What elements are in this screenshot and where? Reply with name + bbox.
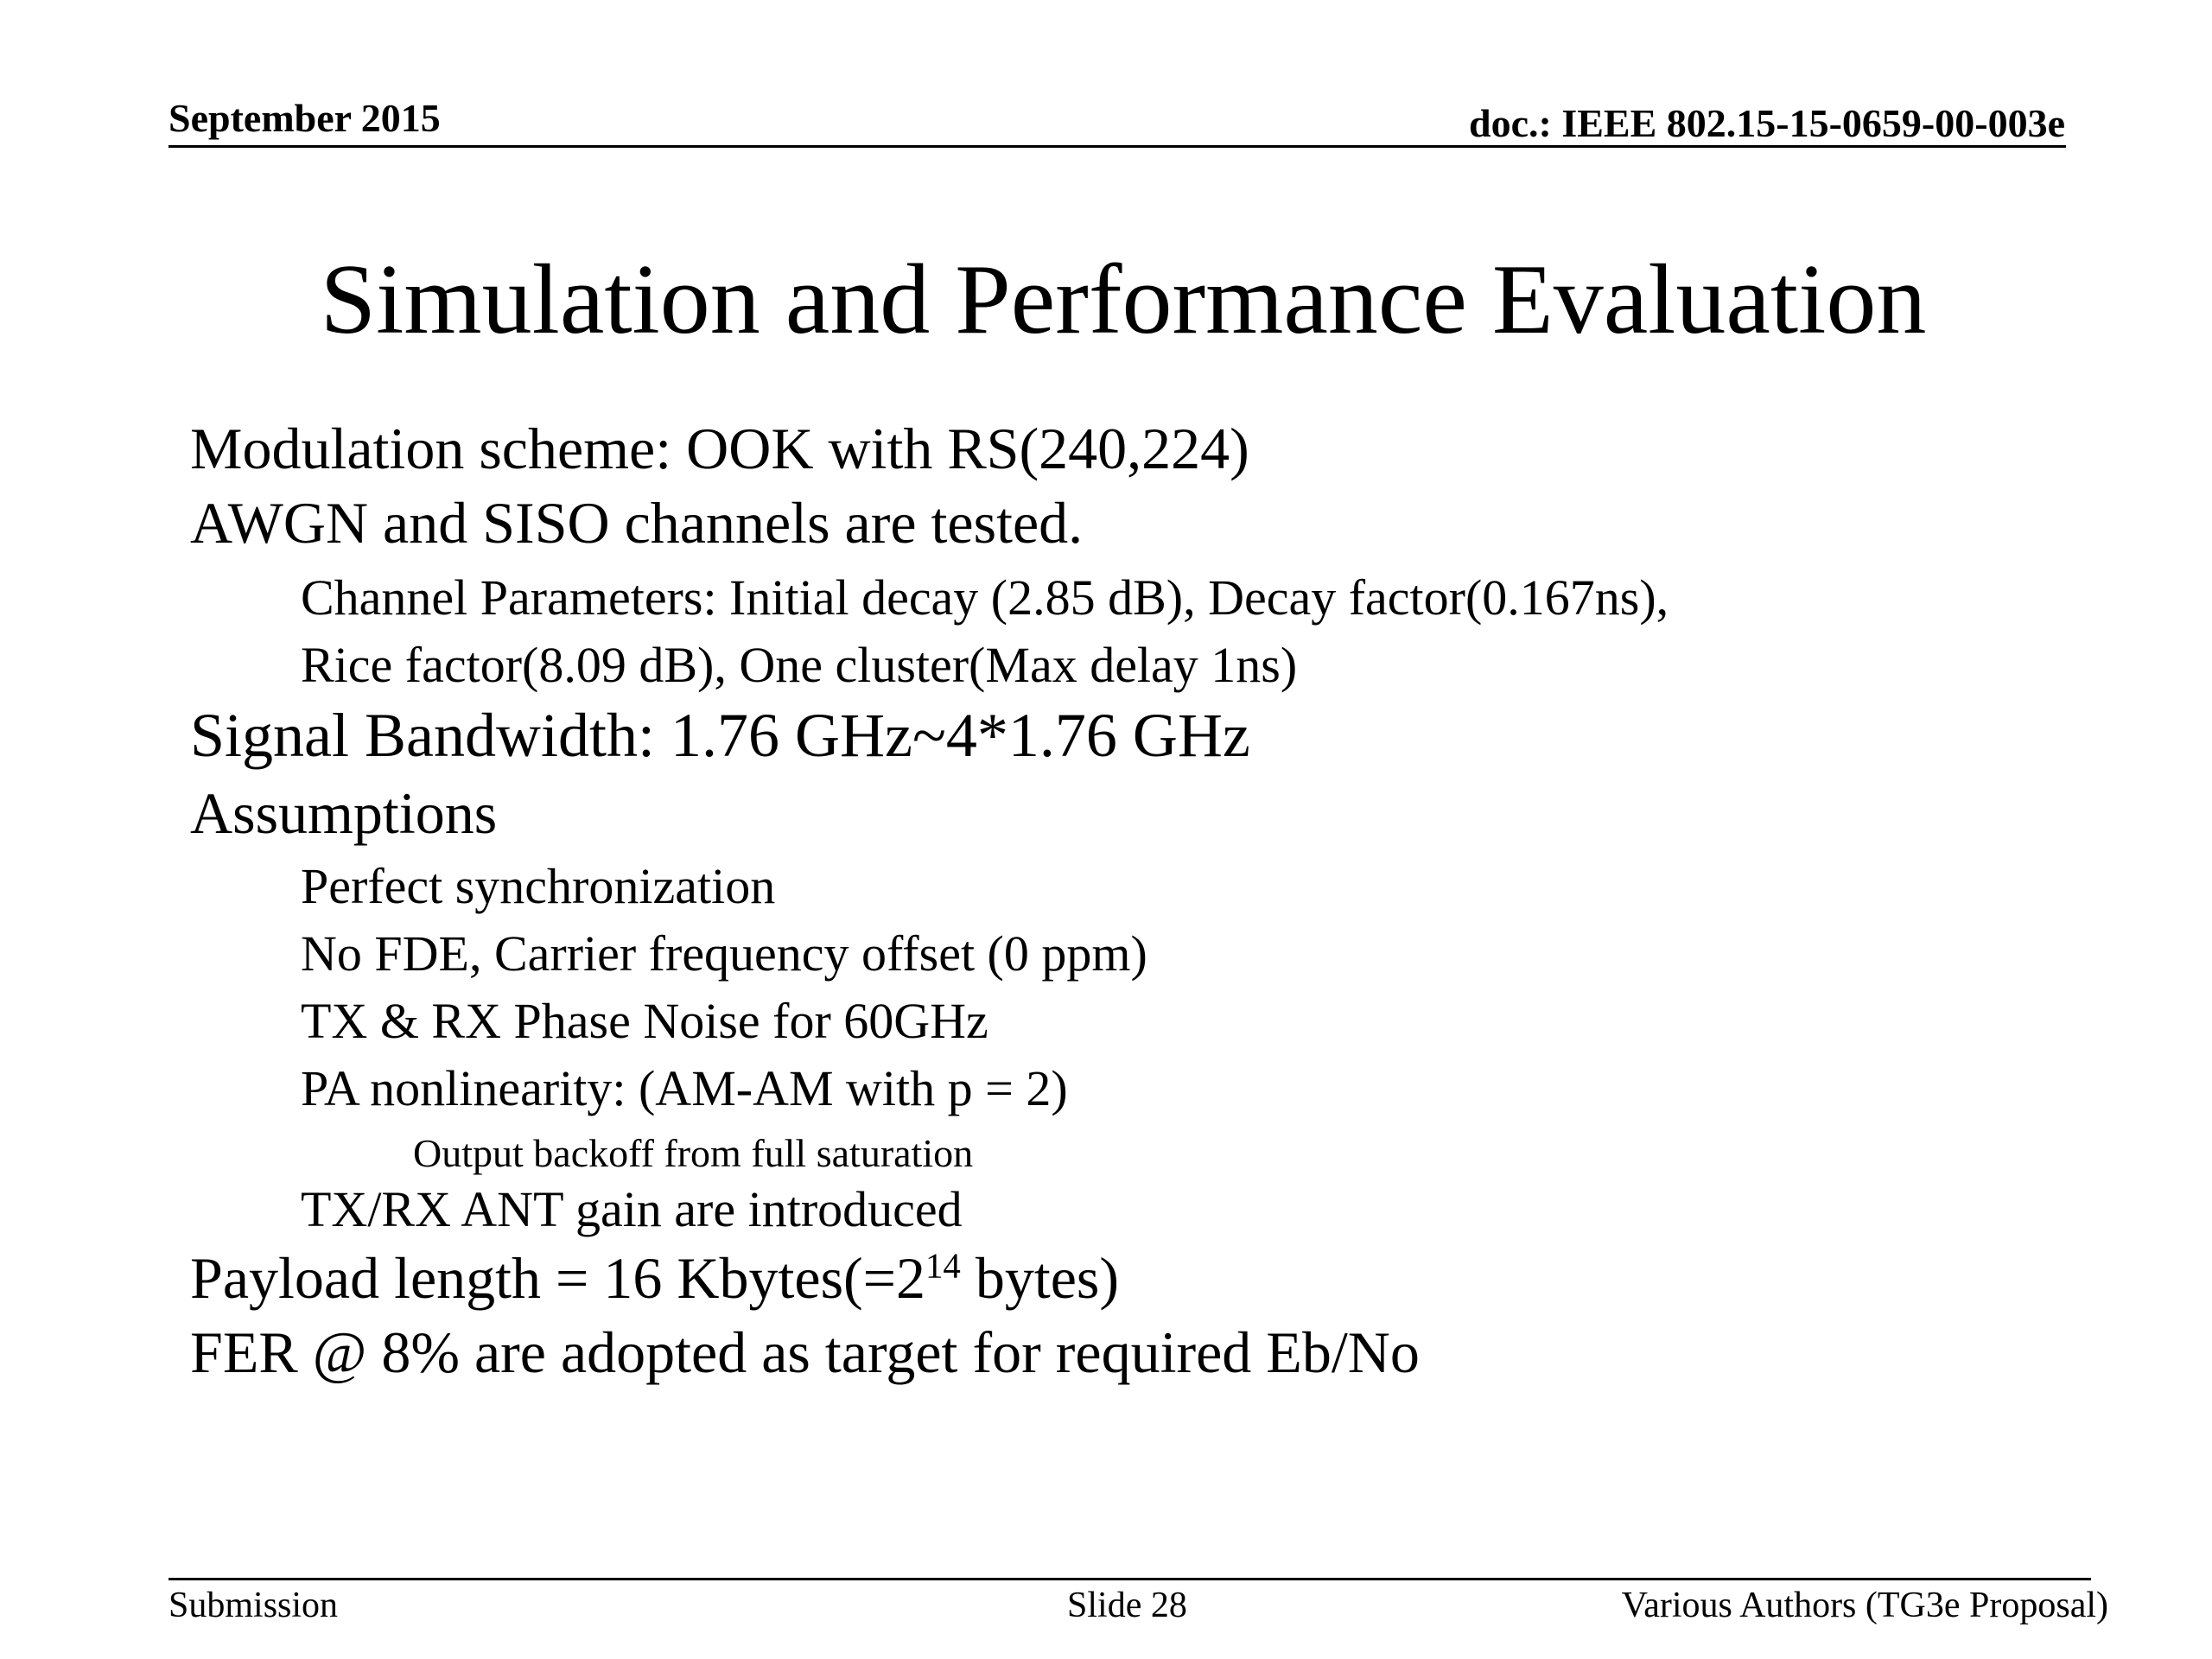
footer-slide-number: Slide 28 bbox=[1067, 1586, 1187, 1625]
footer-divider bbox=[168, 1578, 2091, 1580]
header-divider bbox=[168, 145, 2066, 148]
bullet-sync: Perfect synchronization bbox=[301, 858, 776, 914]
slide-title: Simulation and Performance Evaluation bbox=[320, 245, 1927, 355]
bullet-phase-noise: TX & RX Phase Noise for 60GHz bbox=[301, 993, 988, 1049]
bullet-assumptions: Assumptions bbox=[190, 780, 498, 846]
bullet-bandwidth: Signal Bandwidth: 1.76 GHz~4*1.76 GHz bbox=[190, 701, 1250, 770]
header-doc-id: doc.: IEEE 802.15-15-0659-00-003e bbox=[1469, 101, 2065, 145]
bullet-channels: AWGN and SISO channels are tested. bbox=[190, 490, 1084, 556]
bullet-ant-gain: TX/RX ANT gain are introduced bbox=[301, 1181, 963, 1237]
bullet-fde: No FDE, Carrier frequency offset (0 ppm) bbox=[301, 925, 1147, 982]
payload-exponent: 14 bbox=[925, 1246, 961, 1286]
bullet-backoff: Output backoff from full saturation bbox=[413, 1131, 974, 1175]
header-date: September 2015 bbox=[168, 96, 441, 140]
payload-prefix: Payload length = 16 Kbytes(=2 bbox=[190, 1245, 926, 1311]
footer-submission: Submission bbox=[168, 1586, 339, 1625]
footer-authors: Various Authors (TG3e Proposal) bbox=[1621, 1586, 2108, 1625]
bullet-payload bbox=[190, 1244, 1119, 1313]
bullet-pa: PA nonlinearity: (AM-AM with p = 2) bbox=[301, 1060, 1068, 1116]
bullet-channel-params-2: Rice factor(8.09 dB), One cluster(Max delay 1ns) bbox=[301, 637, 1298, 693]
bullet-modulation: Modulation scheme: OOK with RS(240,224) bbox=[190, 416, 1249, 481]
bullet-channel-params-1: Channel Parameters: Initial decay (2.85 dB), Decay factor(0.167ns), bbox=[301, 569, 1669, 626]
payload-suffix: bytes) bbox=[960, 1245, 1120, 1311]
bullet-fer: FER @ 8% are adopted as target for required Eb/No bbox=[190, 1319, 1420, 1385]
